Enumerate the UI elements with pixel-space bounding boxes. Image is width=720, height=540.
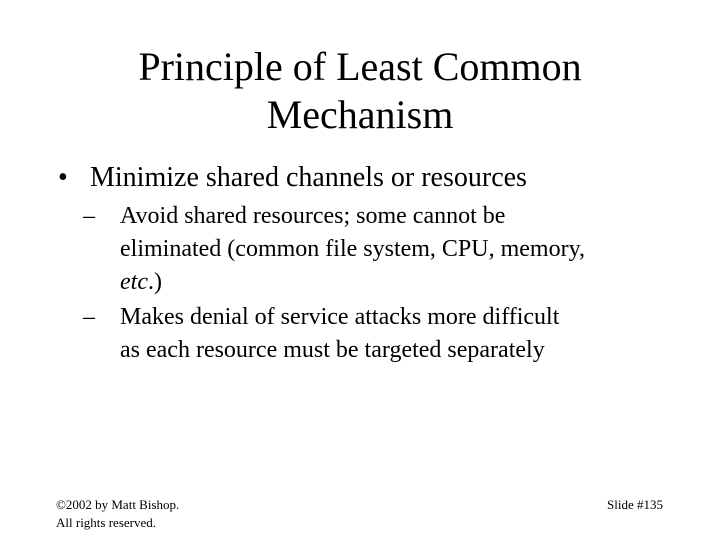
- sub-bullet-1-line-2: eliminated (common file system, CPU, memory,: [120, 236, 586, 262]
- bullet-text: Minimize shared channels or resources: [90, 162, 527, 193]
- etc-italic: etc: [120, 269, 148, 295]
- slide-body: [56, 160, 676, 367]
- rights-text: All rights reserved.: [56, 515, 157, 530]
- sub-bullet-denial-of-service: [56, 301, 676, 367]
- sub-bullet-2-line-2: as each resource must be targeted separately: [120, 337, 545, 363]
- sub-bullet-shared-resources: [56, 200, 676, 299]
- sub-bullet-mark: –: [83, 203, 95, 229]
- sub-bullet-2-line-1: Makes denial of service attacks more difficult: [120, 304, 560, 330]
- slide-title-line-2: Mechanism: [266, 92, 454, 137]
- bullet-point: [56, 160, 676, 196]
- sub-bullet-1-line-3: [120, 266, 676, 299]
- slide-number: Slide #135: [607, 497, 663, 512]
- copyright-text: ©2002 by Matt Bishop.: [56, 497, 180, 512]
- etc-rest: .): [147, 269, 162, 295]
- footer-copyright: [56, 496, 179, 532]
- slide-title-line-1: Principle of Least Common: [138, 44, 582, 89]
- slide-title: [60, 43, 660, 139]
- sub-bullet-mark: –: [83, 304, 95, 330]
- sub-bullet-1-line-1: Avoid shared resources; some cannot be: [120, 203, 506, 229]
- bullet-mark: •: [58, 162, 68, 193]
